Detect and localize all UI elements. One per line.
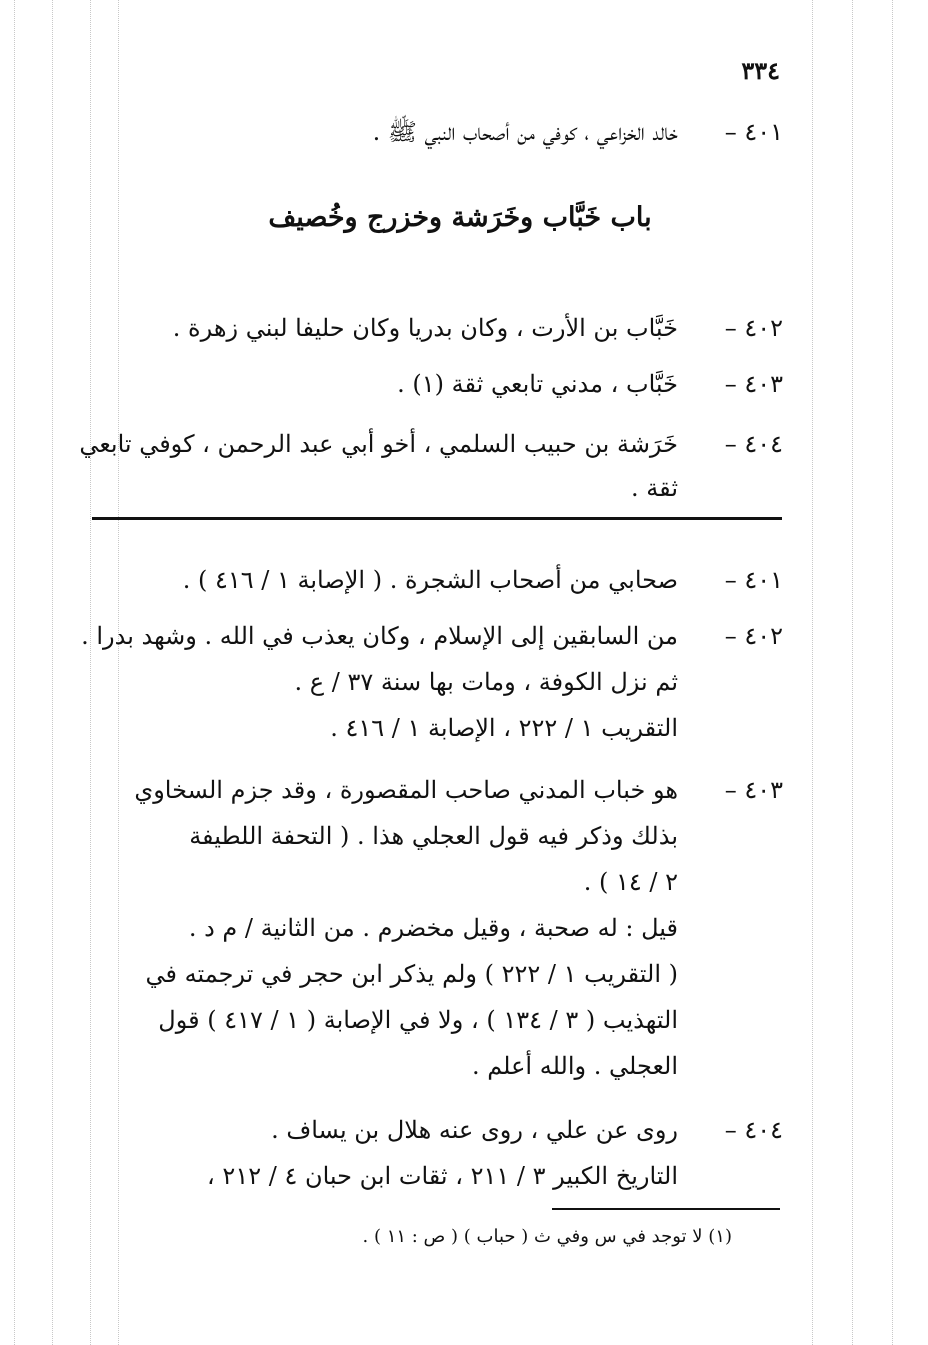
entry-number: ٤٠٤ – (724, 430, 783, 458)
margin-guide (14, 0, 15, 1345)
entry-number: ٤٠٣ – (724, 776, 783, 804)
margin-guide (892, 0, 893, 1345)
entry-text-line: ٢ / ١٤ ) . (583, 868, 678, 896)
entry-text-line: خَرَشة بن حبيب السلمي ، أخو أبي عبد الرحمن ، كوفي تابعي (79, 430, 678, 458)
margin-guide (812, 0, 813, 1345)
entry-number: ٤٠٣ – (724, 370, 783, 398)
entry-text-line: هو خباب المدني صاحب المقصورة ، وقد جزم السخاوي (134, 776, 678, 804)
entry-text-line: ثم نزل الكوفة ، ومات بها سنة ٣٧ / ع . (294, 668, 678, 696)
entry-text-line: خالد الخزاعي ، كوفي من أصحاب النبي ﷺ . (372, 118, 678, 146)
entry-text-line: بذلك وذكر فيه قول العجلي هذا . ( التحفة اللطيفة (189, 822, 678, 850)
entry-number: ٤٠١ – (724, 566, 783, 594)
margin-guide (52, 0, 53, 1345)
entry-number: ٤٠١ – (724, 118, 783, 146)
entry-text-line: التاريخ الكبير ٣ / ٢١١ ، ثقات ابن حبان ٤ / ٢١٢ ، (207, 1162, 678, 1190)
entry-number: ٤٠٢ – (724, 314, 783, 342)
entry-text-line: قيل : له صحبة ، وقيل مخضرم . من الثانية / م د . (188, 914, 678, 942)
entry-text-line: روى عن علي ، روى عنه هلال بن يساف . (271, 1116, 678, 1144)
margin-guide (852, 0, 853, 1345)
entry-text-line: من السابقين إلى الإسلام ، وكان يعذب في الله . وشهد بدرا . (81, 622, 678, 650)
page-number: ٣٣٤ (741, 56, 780, 85)
entry-number: ٤٠٢ – (724, 622, 783, 650)
entry-text-line: ( التقريب ١ / ٢٢٢ ) ولم يذكر ابن حجر في ترجمته في (145, 960, 678, 988)
entry-text-line: التقريب ١ / ٢٢٢ ، الإصابة ١ / ٤١٦ . (330, 714, 678, 742)
entry-text-line: صحابي من أصحاب الشجرة . ( الإصابة ١ / ٤١٦ ) . (182, 566, 678, 594)
entry-number: ٤٠٤ – (724, 1116, 783, 1144)
section-heading: باب خَبَّاب وخَرَشة وخزرج وخُصيف (268, 202, 652, 233)
entry-text-line: العجلي . والله أعلم . (471, 1052, 678, 1080)
footnote-divider-rule (552, 1208, 780, 1210)
entry-text-line: ثقة . (631, 474, 678, 502)
entry-text-line: خَبَّاب ، مدني تابعي ثقة (١) . (397, 370, 678, 398)
main-divider-rule (92, 517, 782, 520)
entry-text-line: التهذيب ( ٣ / ١٣٤ ) ، ولا في الإصابة ( ١ / ٤١٧ ) قول (158, 1006, 678, 1034)
entry-text-line: خَبَّاب بن الأرت ، وكان بدريا وكان حليفا لبني زهرة . (172, 314, 678, 342)
footnote: (١) لا توجد في س وفي ث ( حباب ) ( ص : ١١ ) . (362, 1226, 732, 1247)
